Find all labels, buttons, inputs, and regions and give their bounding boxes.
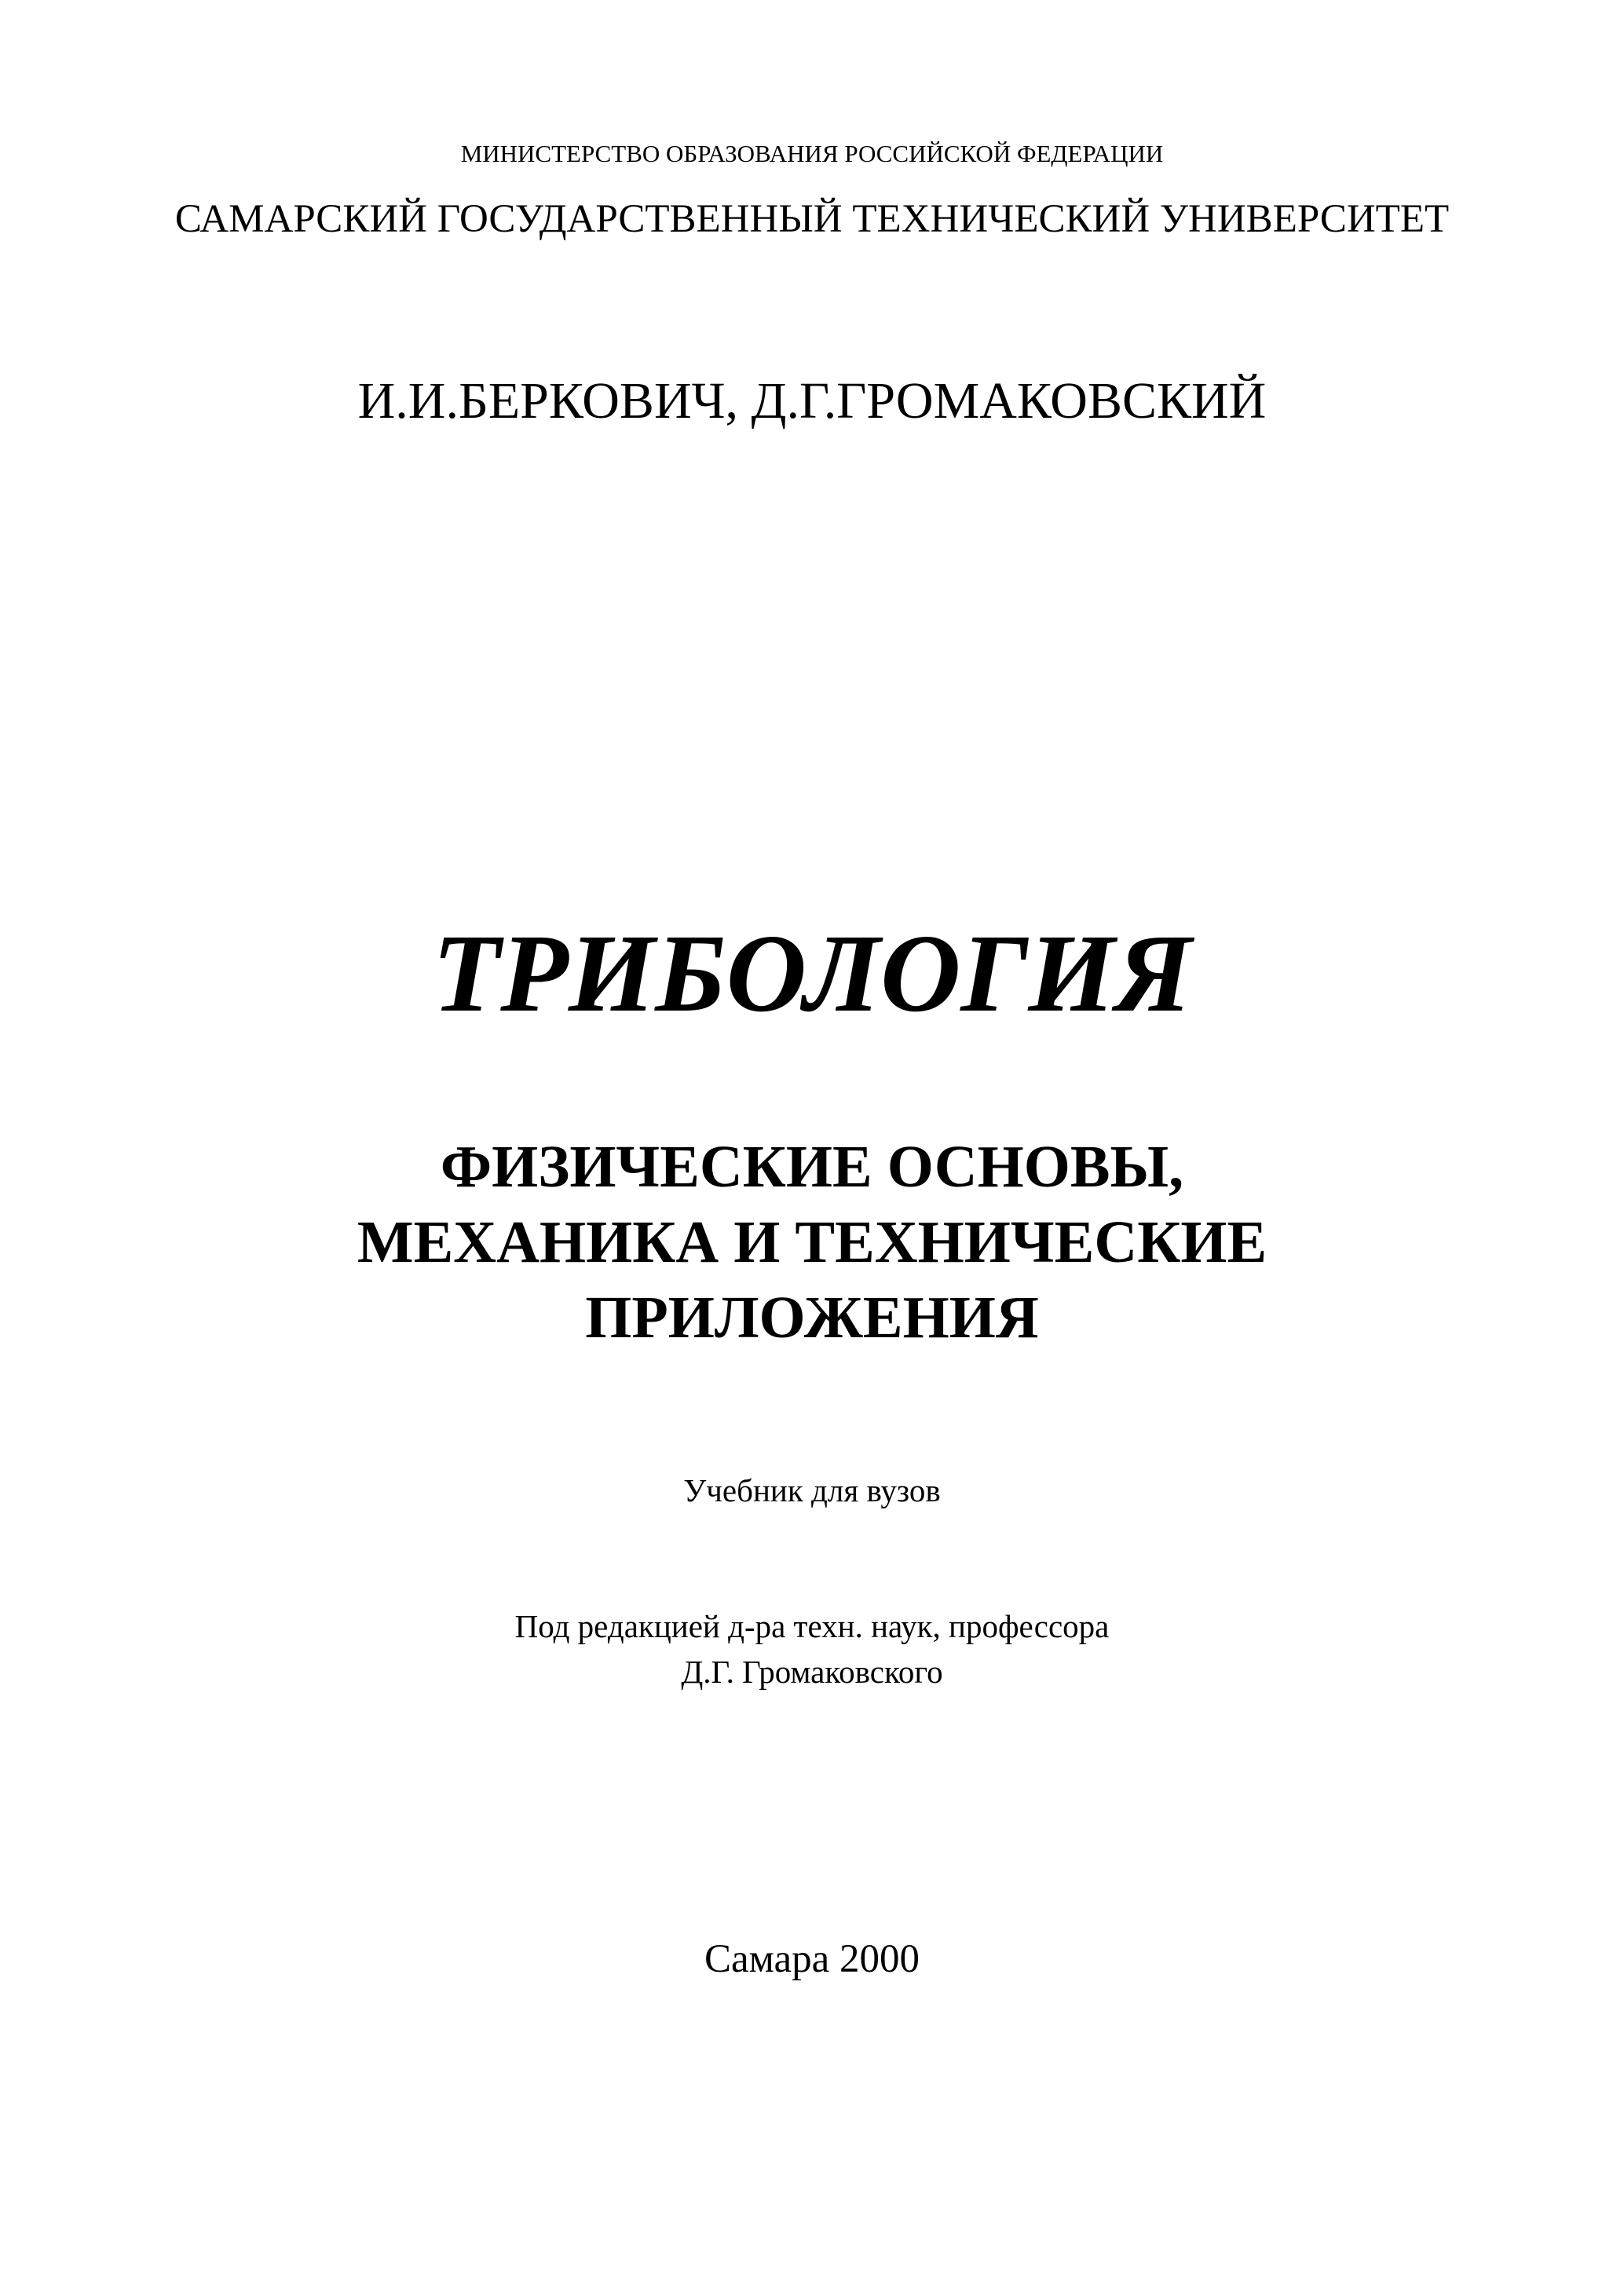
authors: И.И.БЕРКОВИЧ, Д.Г.ГРОМАКОВСКИЙ — [357, 372, 1267, 430]
university-name: САМАРСКИЙ ГОСУДАРСТВЕННЫЙ ТЕХНИЧЕСКИЙ УНИВЕРСИТЕТ — [174, 197, 1450, 241]
editor-line: Под редакцией д-ра техн. наук, профессора — [514, 1608, 1110, 1644]
subtitle-line: ФИЗИЧЕСКИЕ ОСНОВЫ, — [440, 1134, 1184, 1200]
book-title: ТРИБОЛОГИЯ — [432, 911, 1192, 1035]
place-and-year: Самара 2000 — [704, 1937, 920, 1981]
editor-credit — [0, 1603, 1624, 1695]
ministry-name: МИНИСТЕРСТВО ОБРАЗОВАНИЯ РОССИЙСКОЙ ФЕДЕРАЦИИ — [460, 140, 1164, 167]
book-subtitle — [0, 1129, 1624, 1355]
editor-line: Д.Г. Громаковского — [681, 1654, 943, 1690]
subtitle-line: МЕХАНИКА И ТЕХНИЧЕСКИЕ — [357, 1209, 1267, 1275]
subtitle-line: ПРИЛОЖЕНИЯ — [585, 1285, 1039, 1351]
publication-type: Учебник для вузов — [683, 1472, 941, 1508]
